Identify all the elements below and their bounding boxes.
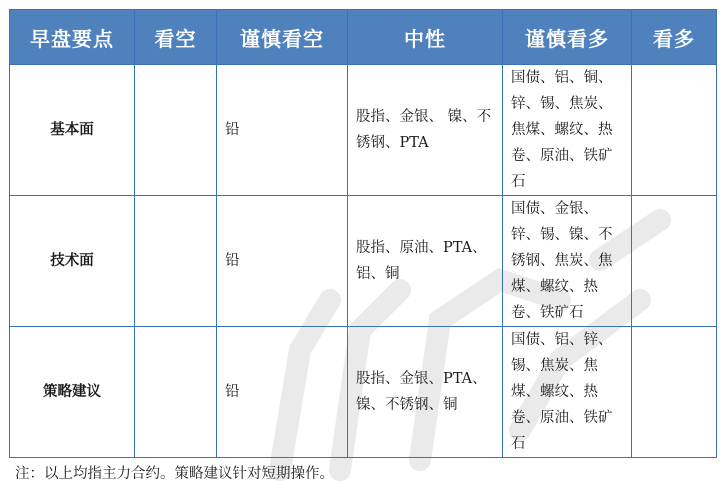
cell-cautious-bearish: 铅 bbox=[217, 327, 348, 458]
cell-cautious-bearish: 铅 bbox=[217, 196, 348, 327]
cell-cautious-bearish: 铅 bbox=[217, 65, 348, 196]
table-row bbox=[10, 65, 717, 196]
cell-cautious-bullish: 国债、金银、锌、锡、镍、不锈钢、焦炭、焦煤、螺纹、热卷、铁矿石 bbox=[503, 196, 632, 327]
row-label-technicals: 技术面 bbox=[10, 196, 135, 327]
table-header-row bbox=[10, 10, 717, 65]
market-outlook-table bbox=[9, 9, 717, 458]
row-label-strategy: 策略建议 bbox=[10, 327, 135, 458]
row-label-fundamentals: 基本面 bbox=[10, 65, 135, 196]
cell-neutral: 股指、金银、 镍、不锈钢、PTA bbox=[348, 65, 503, 196]
header-bullish: 看多 bbox=[632, 10, 717, 65]
cell-bullish bbox=[632, 65, 717, 196]
footnote: 注：以上均指主力合约。策略建议针对短期操作。 bbox=[15, 466, 334, 482]
cell-neutral: 股指、原油、PTA、铝、铜 bbox=[348, 196, 503, 327]
cell-cautious-bullish: 国债、铝、锌、锡、焦炭、焦煤、螺纹、热卷、原油、铁矿石 bbox=[503, 327, 632, 458]
cell-neutral: 股指、金银、PTA、镍、不锈钢、铜 bbox=[348, 327, 503, 458]
cell-bearish bbox=[135, 65, 217, 196]
table-row bbox=[10, 196, 717, 327]
header-morning-points: 早盘要点 bbox=[10, 10, 135, 65]
table-row bbox=[10, 327, 717, 458]
header-bearish: 看空 bbox=[135, 10, 217, 65]
cell-bearish bbox=[135, 196, 217, 327]
cell-cautious-bullish: 国债、铝、铜、锌、锡、焦炭、焦煤、螺纹、热卷、原油、铁矿石 bbox=[503, 65, 632, 196]
header-neutral: 中性 bbox=[348, 10, 503, 65]
header-cautious-bearish: 谨慎看空 bbox=[217, 10, 348, 65]
cell-bearish bbox=[135, 327, 217, 458]
header-cautious-bullish: 谨慎看多 bbox=[503, 10, 632, 65]
cell-bullish bbox=[632, 327, 717, 458]
cell-bullish bbox=[632, 196, 717, 327]
